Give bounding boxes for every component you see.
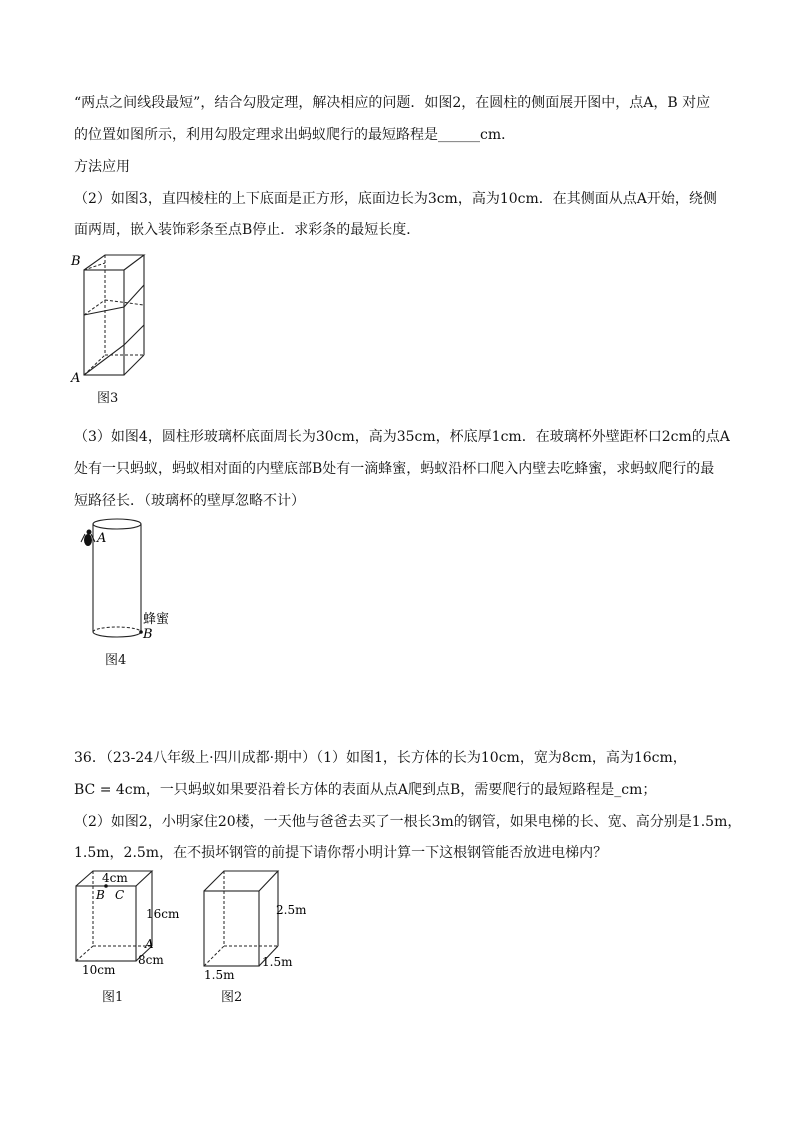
figure-3-prism xyxy=(70,245,170,405)
text-line-1: “两点之间线段最短”，结合勾股定理，解决相应的问题．如图2，在圆柱的侧面展开图中，点A，B 对应 xyxy=(74,95,711,111)
label-a: A xyxy=(145,937,154,951)
figure-2-caption: 图2 xyxy=(221,990,243,1005)
text-line-7: 短路径长．（玻璃杯的壁厚忽略不计） xyxy=(74,493,305,509)
figure-1-cuboid xyxy=(68,866,188,978)
text-line-5: （3）如图4，圆柱形玻璃杯底面周长为30cm，高为35cm，杯底厚1cm．在玻璃杯外壁距杯口2cm的点A xyxy=(74,429,730,445)
question-36-line-3: （2）如图2，小明家住20楼，一天他与爸爸去买了一根长3m的钢管，如果电梯的长、宽、高分别是1.5m， xyxy=(74,814,742,830)
section-heading: 方法应用 xyxy=(74,159,130,175)
height-label: 2.5m xyxy=(276,903,306,917)
figure-1-caption: 图1 xyxy=(102,990,124,1005)
height-label: 16cm xyxy=(146,907,180,921)
top-length-label: 4cm xyxy=(102,871,128,885)
width-label: 8cm xyxy=(138,953,164,967)
text-line-6: 处有一只蚂蚁，蚂蚁相对面的内壁底部B处有一滴蜂蜜，蚂蚁沿杯口爬入内壁去吃蜂蜜，求蚂蚁爬行的最 xyxy=(74,461,715,477)
width-label: 1.5m xyxy=(262,955,293,969)
label-b: B xyxy=(143,627,153,642)
label-b: B xyxy=(96,888,105,902)
label-b: B xyxy=(71,254,81,269)
length-label: 1.5m xyxy=(204,968,235,982)
question-36-line-1: 36．（23-24八年级上·四川成都·期中）（1）如图1，长方体的长为10cm，宽为8cm，高为16cm， xyxy=(74,750,687,766)
figure-3-caption: 图3 xyxy=(97,391,119,406)
label-a: A xyxy=(97,531,107,546)
text-line-4: 面两周，嵌入装饰彩条至点B停止．求彩条的最短长度． xyxy=(74,222,421,238)
honey-label: 蜂蜜 xyxy=(143,612,170,627)
question-36-line-2: BC = 4cm，一只蚂蚁如果要沿着长方体的表面从点A爬到点B，需要爬行的最短路程是_cm； xyxy=(74,782,657,798)
figure-2-elevator xyxy=(196,866,306,982)
question-36-line-4: 1.5m，2.5m，在不损坏钢管的前提下请你帮小明计算一下这根钢管能否放进电梯内？ xyxy=(74,845,608,861)
figure-4-caption: 图4 xyxy=(105,653,127,668)
length-label: 10cm xyxy=(82,963,116,977)
figure-4-cylinder xyxy=(75,512,195,652)
text-line-3: （2）如图3，直四棱柱的上下底面是正方形，底面边长为3cm，高为10cm．在其侧面从点A开始，绕侧 xyxy=(74,191,717,207)
label-c: C xyxy=(115,888,125,902)
text-line-2: 的位置如图所示，利用勾股定理求出蚂蚁爬行的最短路程是______cm． xyxy=(74,127,516,143)
label-a: A xyxy=(71,371,81,386)
